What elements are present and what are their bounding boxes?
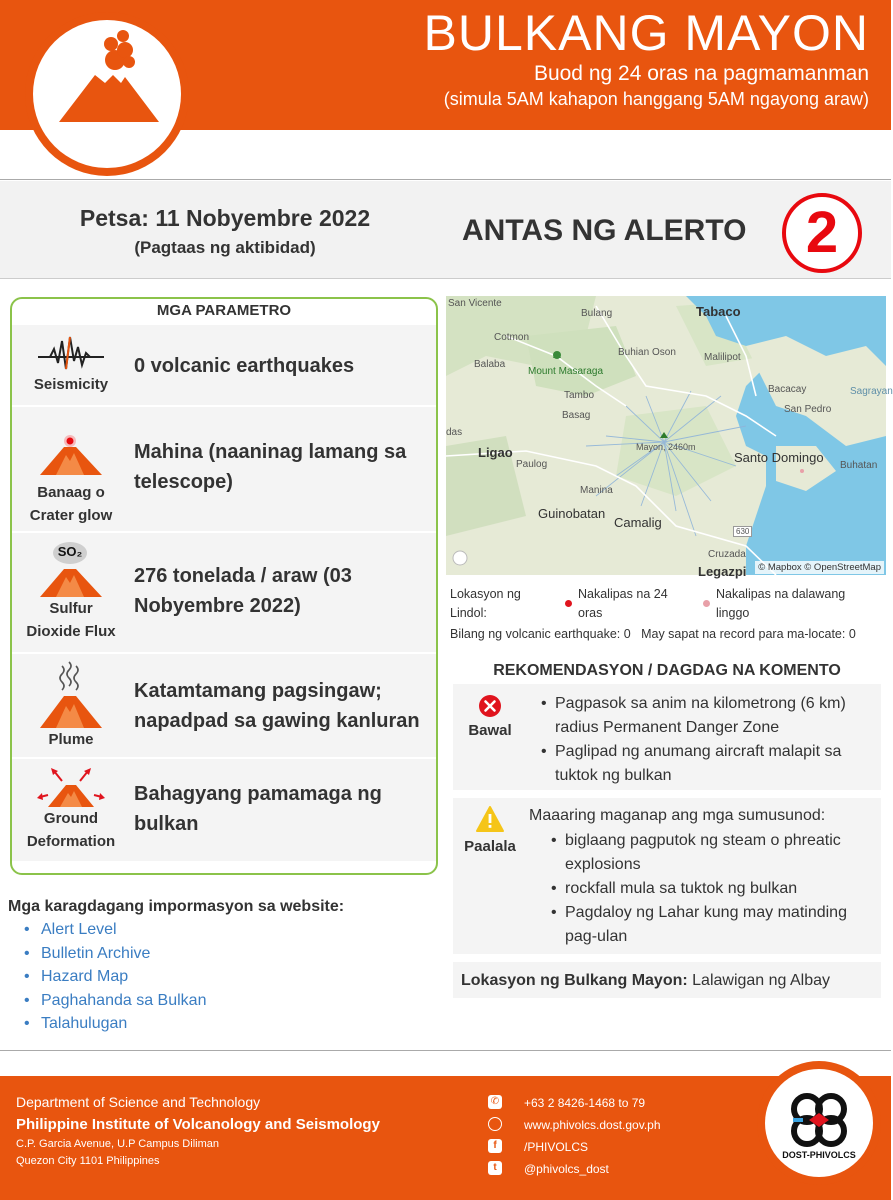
crater-glow-icon xyxy=(36,431,106,477)
plume-icon xyxy=(36,660,106,728)
page-subtitle: Buod ng 24 oras na pagmamanman xyxy=(533,62,869,85)
param-label-crater-glow-2: Crater glow xyxy=(29,507,113,524)
seismograph-icon xyxy=(36,333,106,373)
legend-past-2weeks: Nakalipas na dalawang linggo xyxy=(716,587,846,620)
legend-red-dot xyxy=(565,600,572,607)
map-label-manina: Manina xyxy=(580,485,613,496)
recommendation-bawal xyxy=(453,684,881,790)
param-label-deformation-1: Ground xyxy=(43,810,99,827)
param-label-plume: Plume xyxy=(48,731,94,748)
ground-deformation-icon xyxy=(36,767,106,807)
page-title: BULKANG MAYON xyxy=(423,5,869,61)
map-label-santo-domingo: Santo Domingo xyxy=(734,450,824,465)
param-row-plume xyxy=(12,652,436,757)
map-label-mount-masaraga: Mount Masaraga xyxy=(528,366,604,377)
volcano-location-value: Lalawigan ng Albay xyxy=(692,972,831,989)
link-bulletin-archive[interactable]: • Bulletin Archive xyxy=(24,942,206,966)
bulletin-date: Petsa: 11 Nobyembre 2022 xyxy=(79,205,371,231)
activity-status: (Pagtaas ng aktibidad) xyxy=(134,238,316,257)
map-label-ligao: Ligao xyxy=(478,445,513,460)
bawal-label: Bawal xyxy=(468,722,512,739)
alert-level-badge: 2 xyxy=(782,193,862,273)
map-label-camalig: Camalig xyxy=(614,515,662,530)
legend-earthquake-count: Bilang ng volcanic earthquake: 0 May sapat na record para ma-locate: 0 xyxy=(450,627,856,641)
map-label-bacacay: Bacacay xyxy=(768,384,807,395)
paalala-intro: Maaaring maganap ang mga sumusunod: xyxy=(529,807,826,824)
param-value-deformation: Bahagyang pamamaga ng bulkan xyxy=(134,783,382,835)
param-value-so2: 276 tonelada / araw (03 Nobyembre 2022) xyxy=(134,565,352,617)
map-label-buhian: Buhian xyxy=(618,347,650,358)
map-label-paulog: Paulog xyxy=(516,459,548,470)
link-alert-level[interactable]: • Alert Level xyxy=(24,918,206,942)
param-row-seismicity xyxy=(12,323,436,405)
legend-location-label: Lokasyon ng Lindol: xyxy=(450,587,521,620)
link-hazard-map[interactable]: • Hazard Map xyxy=(24,965,206,989)
website-links-title: Mga karagdagang impormasyon sa website: xyxy=(8,898,345,915)
footer-institute: Philippine Institute of Volcanology and Seismology xyxy=(16,1116,380,1133)
legend-pink-dot xyxy=(703,600,710,607)
map-attribution[interactable]: © Mapbox © OpenStreetMap xyxy=(755,561,884,574)
website-links-list xyxy=(24,918,206,1036)
volcano-logo-icon xyxy=(33,20,181,168)
so2-badge: SO₂ xyxy=(57,544,83,559)
param-label-crater-glow-1: Banaag o xyxy=(37,484,105,501)
volcano-logo xyxy=(25,12,189,176)
dost-label: DOST-PHIVOLCS xyxy=(782,1150,856,1160)
facebook-icon: f xyxy=(488,1139,502,1153)
page-subtitle-period: (simula 5AM kahapon hanggang 5AM ngayong araw) xyxy=(443,89,869,109)
paalala-item: • rockfall mula sa tuktok ng bulkan xyxy=(551,877,875,901)
volcano-location-box xyxy=(453,962,881,998)
param-row-ground-deformation xyxy=(12,757,436,861)
paalala-item: • biglaang pagputok ng steam o phreatic explosions xyxy=(551,829,875,877)
link-talahulugan[interactable]: • Talahulugan xyxy=(24,1012,206,1036)
param-value-crater-glow: Mahina (naaninag lamang sa telescope) xyxy=(134,441,407,493)
map-label-san-vicente: San Vicente xyxy=(448,298,502,309)
parameters-panel xyxy=(10,297,438,875)
map-label-guinobatan: Guinobatan xyxy=(538,506,606,521)
map-label-san-pedro: San Pedro xyxy=(784,404,832,415)
earthquake-location-map[interactable] xyxy=(446,296,893,579)
map-label-mayon: Mayon, 2460m xyxy=(636,442,696,452)
volcano-location-label: Lokasyon ng Bulkang Mayon: xyxy=(461,972,688,989)
legend-past-24h: Nakalipas na 24 oras xyxy=(578,587,668,620)
param-label-seismicity: Seismicity xyxy=(33,376,109,393)
footer-department: Department of Science and Technology xyxy=(16,1094,261,1110)
footer-divider xyxy=(0,1050,891,1075)
param-value-seismicity: 0 volcanic earthquakes xyxy=(134,355,355,377)
twitter-icon: t xyxy=(488,1161,502,1175)
dost-phivolcs-logo xyxy=(757,1061,881,1185)
map-label-buhatan: Buhatan xyxy=(840,460,878,471)
date-alert-row xyxy=(0,181,891,279)
bawal-list xyxy=(541,692,875,788)
map-label-cotmon: Cotmon xyxy=(494,332,530,343)
paalala-label: Paalala xyxy=(464,838,516,855)
map-label-das: das xyxy=(446,427,463,438)
map-label-tambo: Tambo xyxy=(564,390,595,401)
paalala-item: • Pagdaloy ng Lahar kung may matinding pag-ulan xyxy=(551,901,875,949)
param-row-crater-glow xyxy=(12,405,436,531)
map-label-basag: Basag xyxy=(562,410,591,421)
warning-triangle-icon xyxy=(476,806,504,832)
param-label-deformation-2: Deformation xyxy=(26,833,116,850)
map-label-bulang: Bulang xyxy=(581,308,613,319)
param-value-plume: Katamtamang pagsingaw; napadpad sa gawing kanluran xyxy=(134,680,420,732)
recommendations-title: REKOMENDASYON / DAGDAG NA KOMENTO xyxy=(493,662,841,679)
bawal-item: • Paglipad ng anumang aircraft malapit sa tuktok ng bulkan xyxy=(541,740,875,788)
map-label-legazpi: Legazpi xyxy=(698,564,747,579)
footer-address-line-1: C.P. Garcia Avenue, U.P Campus Diliman xyxy=(16,1138,219,1150)
dost-logo-icon xyxy=(765,1069,873,1177)
param-row-sulfur-dioxide xyxy=(12,531,436,652)
map-label-road-630: 630 xyxy=(733,526,752,537)
map-label-sagrayan: Sagrayan xyxy=(850,386,893,397)
footer: Department of Science and Technology Philippine Institute of Volcanology and Seismology C.P. Garcia Avenue, U.P Campus Diliman Quezon City 1101 Philippines ✆ +63 2 8426-1468 to 79 www.phivolcs.dost.gov.ph f /PHIVOLCS t @phivolcs_dost xyxy=(0,1076,891,1200)
link-paghahanda[interactable]: • Paghahanda sa Bulkan xyxy=(24,989,206,1013)
parameters-title: MGA PARAMETRO xyxy=(156,302,292,319)
footer-address-line-2: Quezon City 1101 Philippines xyxy=(16,1155,160,1167)
recommendation-paalala xyxy=(453,798,881,954)
map-label-tabaco: Tabaco xyxy=(696,304,741,319)
paalala-list xyxy=(551,829,875,949)
map-label-oson: Oson xyxy=(652,347,676,358)
prohibited-x-icon xyxy=(478,694,502,718)
param-label-so2-1: Sulfur xyxy=(49,600,93,617)
bawal-item: • Pagpasok sa anim na kilometrong (6 km) radius Permanent Danger Zone xyxy=(541,692,875,740)
phone-icon: ✆ xyxy=(488,1095,502,1109)
map-label-malilipot: Malilipot xyxy=(704,352,741,363)
globe-icon xyxy=(488,1117,502,1131)
map-label-balaba: Balaba xyxy=(474,359,506,370)
alert-level-label: ANTAS NG ALERTO xyxy=(462,214,747,247)
map-label-cruzada: Cruzada xyxy=(708,549,746,560)
param-label-so2-2: Dioxide Flux xyxy=(26,623,116,640)
